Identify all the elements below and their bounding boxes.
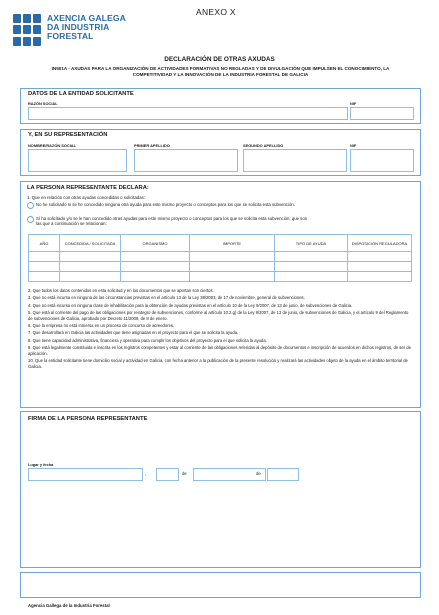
declaration-item: 9. Que está legalmente constituida e inscrita en los registros competentes y estar al corriente de las obligaciones referidas al depósito de documentos e inscripción de acuerdos en dichos registros, de ser de aplicación. <box>28 345 411 356</box>
company-name-label: RAZÓN SOCIAL <box>28 101 58 106</box>
signature-section-title: FIRMA DE LA PERSONA REPRESENTANTE <box>28 416 148 422</box>
table-cell[interactable] <box>29 262 60 272</box>
declaration-item-1: 1. Que en relación con otras ayudas concedidas o solicitadas: <box>27 195 145 200</box>
declaration-item: 4. Que no está incursa en ninguna clase de inhabilitación para la obtención de ayudas previstas en el artículo 10 de la Ley 9/2007, de 13 de junio, de subvenciones de Galicia. <box>28 302 353 308</box>
rep-name-field[interactable] <box>28 149 127 172</box>
table-cell[interactable] <box>29 272 60 282</box>
comma-separator: , <box>145 471 147 476</box>
place-field[interactable] <box>28 468 143 481</box>
col-regulation-header: DISPOSICIÓN REGULADORA <box>348 235 412 252</box>
other-aid-table <box>28 234 412 282</box>
table-cell[interactable] <box>348 272 412 282</box>
table-cell[interactable] <box>348 262 412 272</box>
col-year-header: AÑO <box>29 235 60 252</box>
table-row <box>29 252 412 262</box>
declaration-section-title: LA PERSONA REPRESENTANTE DECLARA: <box>27 185 149 191</box>
entity-section-title: DATOS DE LA ENTIDAD SOLICITANTE <box>28 91 134 97</box>
table-header-row <box>29 235 412 252</box>
logo-text: AXENCIA GALEGA DA INDUSTRIA FORESTAL <box>47 13 126 42</box>
footer-agency-name: Agencia Gallega de la Industria Forestal <box>28 603 110 608</box>
table-cell[interactable] <box>60 272 121 282</box>
declaration-list <box>28 288 414 371</box>
day-field[interactable] <box>156 468 179 481</box>
de-separator-2: de <box>256 471 261 476</box>
table-cell[interactable] <box>121 272 190 282</box>
declaration-item: 6. Que la empresa no está inmersa en un proceso de concurso de acreedores. <box>28 323 175 329</box>
table-cell[interactable] <box>29 252 60 262</box>
table-cell[interactable] <box>60 252 121 262</box>
col-organism-header: ORGANISMO <box>121 235 190 252</box>
table-cell[interactable] <box>348 252 412 262</box>
has-aid-radio[interactable] <box>27 216 34 223</box>
declaration-item: 3. Que no está incursa en ninguna de las circunstancias previstas en el artículo 13 de la Ley 38/2003, de 17 de noviembre, general de subvenciones. <box>28 295 305 301</box>
table-cell[interactable] <box>121 262 190 272</box>
table-cell[interactable] <box>275 272 348 282</box>
agency-logo <box>13 14 133 54</box>
col-amount-header: IMPORTE <box>190 235 275 252</box>
table-cell[interactable] <box>190 272 275 282</box>
col-aid-type-header: TIPO DE AYUDA <box>275 235 348 252</box>
declaration-item: 5. Que está al corriente del pago de las obligaciones por reintegro de subvenciones, conforme al artículo 10.2.g) de la Ley 9/2007, de 13 de junio, de subvenciones de Galicia, y el artículo 9 del Reglamento de subvenciones de Galicia, aprobado por Decreto 11/2009, de 8 de enero. <box>28 310 409 321</box>
table-row <box>29 272 412 282</box>
declaration-item: 2. Que todos los datos contenidos en esta solicitud y en los documentos que se aportan son ciertos. <box>28 288 214 293</box>
declaration-item: 7. Que desarrollará en Galicia las actividades que tiene asignadas en el proyecto para el que se solicita la ayuda. <box>28 330 239 336</box>
logo-mark-icon <box>13 14 43 46</box>
signature-section <box>20 411 421 568</box>
entity-nif-label: NIF <box>350 101 357 106</box>
entity-section <box>20 88 421 124</box>
rep-surname1-label: PRIMER APELLIDO <box>134 143 170 148</box>
annex-label: ANEXO X <box>196 7 236 17</box>
place-date-label: Lugar y fecha <box>28 462 54 467</box>
year-field[interactable] <box>267 468 299 481</box>
table-cell[interactable] <box>190 262 275 272</box>
rep-surname2-field[interactable] <box>243 149 347 172</box>
bottom-box <box>20 572 421 598</box>
rep-nif-field[interactable] <box>350 149 414 172</box>
table-cell[interactable] <box>275 252 348 262</box>
representative-section-title: Y, EN SU REPRESENTACIÓN <box>28 132 108 138</box>
rep-surname1-field[interactable] <box>134 149 238 172</box>
de-separator-1: de <box>182 471 187 476</box>
rep-nif-label: NIF <box>350 143 357 148</box>
no-aid-option-label: No he solicitado ni se he concedido ninguna otra ayuda para este mismo proyecto o conceptos para los que se solicita esta subvención. <box>36 202 295 207</box>
table-cell[interactable] <box>190 252 275 262</box>
table-cell[interactable] <box>60 262 121 272</box>
rep-surname2-label: SEGUNDO APELLIDO <box>243 143 284 148</box>
company-name-field[interactable] <box>28 107 348 120</box>
representative-section <box>20 129 421 176</box>
table-cell[interactable] <box>275 262 348 272</box>
document-subtitle: IN501A - AXUDAS PARA LA ORGANIZACIÓN DE ACTIVIDADES FORMATIVAS NO REGLADAS Y DE DIVULGACIÓN QUE IMPULSEN EL CONOCIMIENTO, LA COMPETITIVIDAD Y LA INNOVACIÓN DE LA INDUSTRIA FORESTAL DE GALICIA <box>51 66 390 78</box>
no-aid-radio[interactable] <box>27 202 34 209</box>
table-cell[interactable] <box>121 252 190 262</box>
document-title: DECLARACIÓN DE OTRAS AXUDAS <box>164 56 275 63</box>
entity-nif-field[interactable] <box>350 107 414 120</box>
declaration-item: 8. Que tiene capacidad administrativa, financiera y operativa para cumplir los objetivos del proyecto para el que solicita la ayuda. <box>28 337 267 343</box>
col-status-header: CONCEDIDA / SOLICITADA <box>60 235 121 252</box>
has-aid-option-label: Sí ha solicitado y/o se le han concedido otras ayudas para este mismo proyecto o conceptos para los que se solicita esta subvención, que son las que a continuación se relacionan: <box>36 216 308 227</box>
declaration-item: 10. Que la entidad solicitante tiene domicilio social y actividad en Galicia, con fecha anterior a la publicación de la presente resolución y realizará las actividades objeto de la ayuda en el ámbito territorial de Galicia. <box>28 358 408 369</box>
rep-name-label: NOMBRE/RAZÓN SOCIAL <box>28 143 76 148</box>
table-row <box>29 262 412 272</box>
